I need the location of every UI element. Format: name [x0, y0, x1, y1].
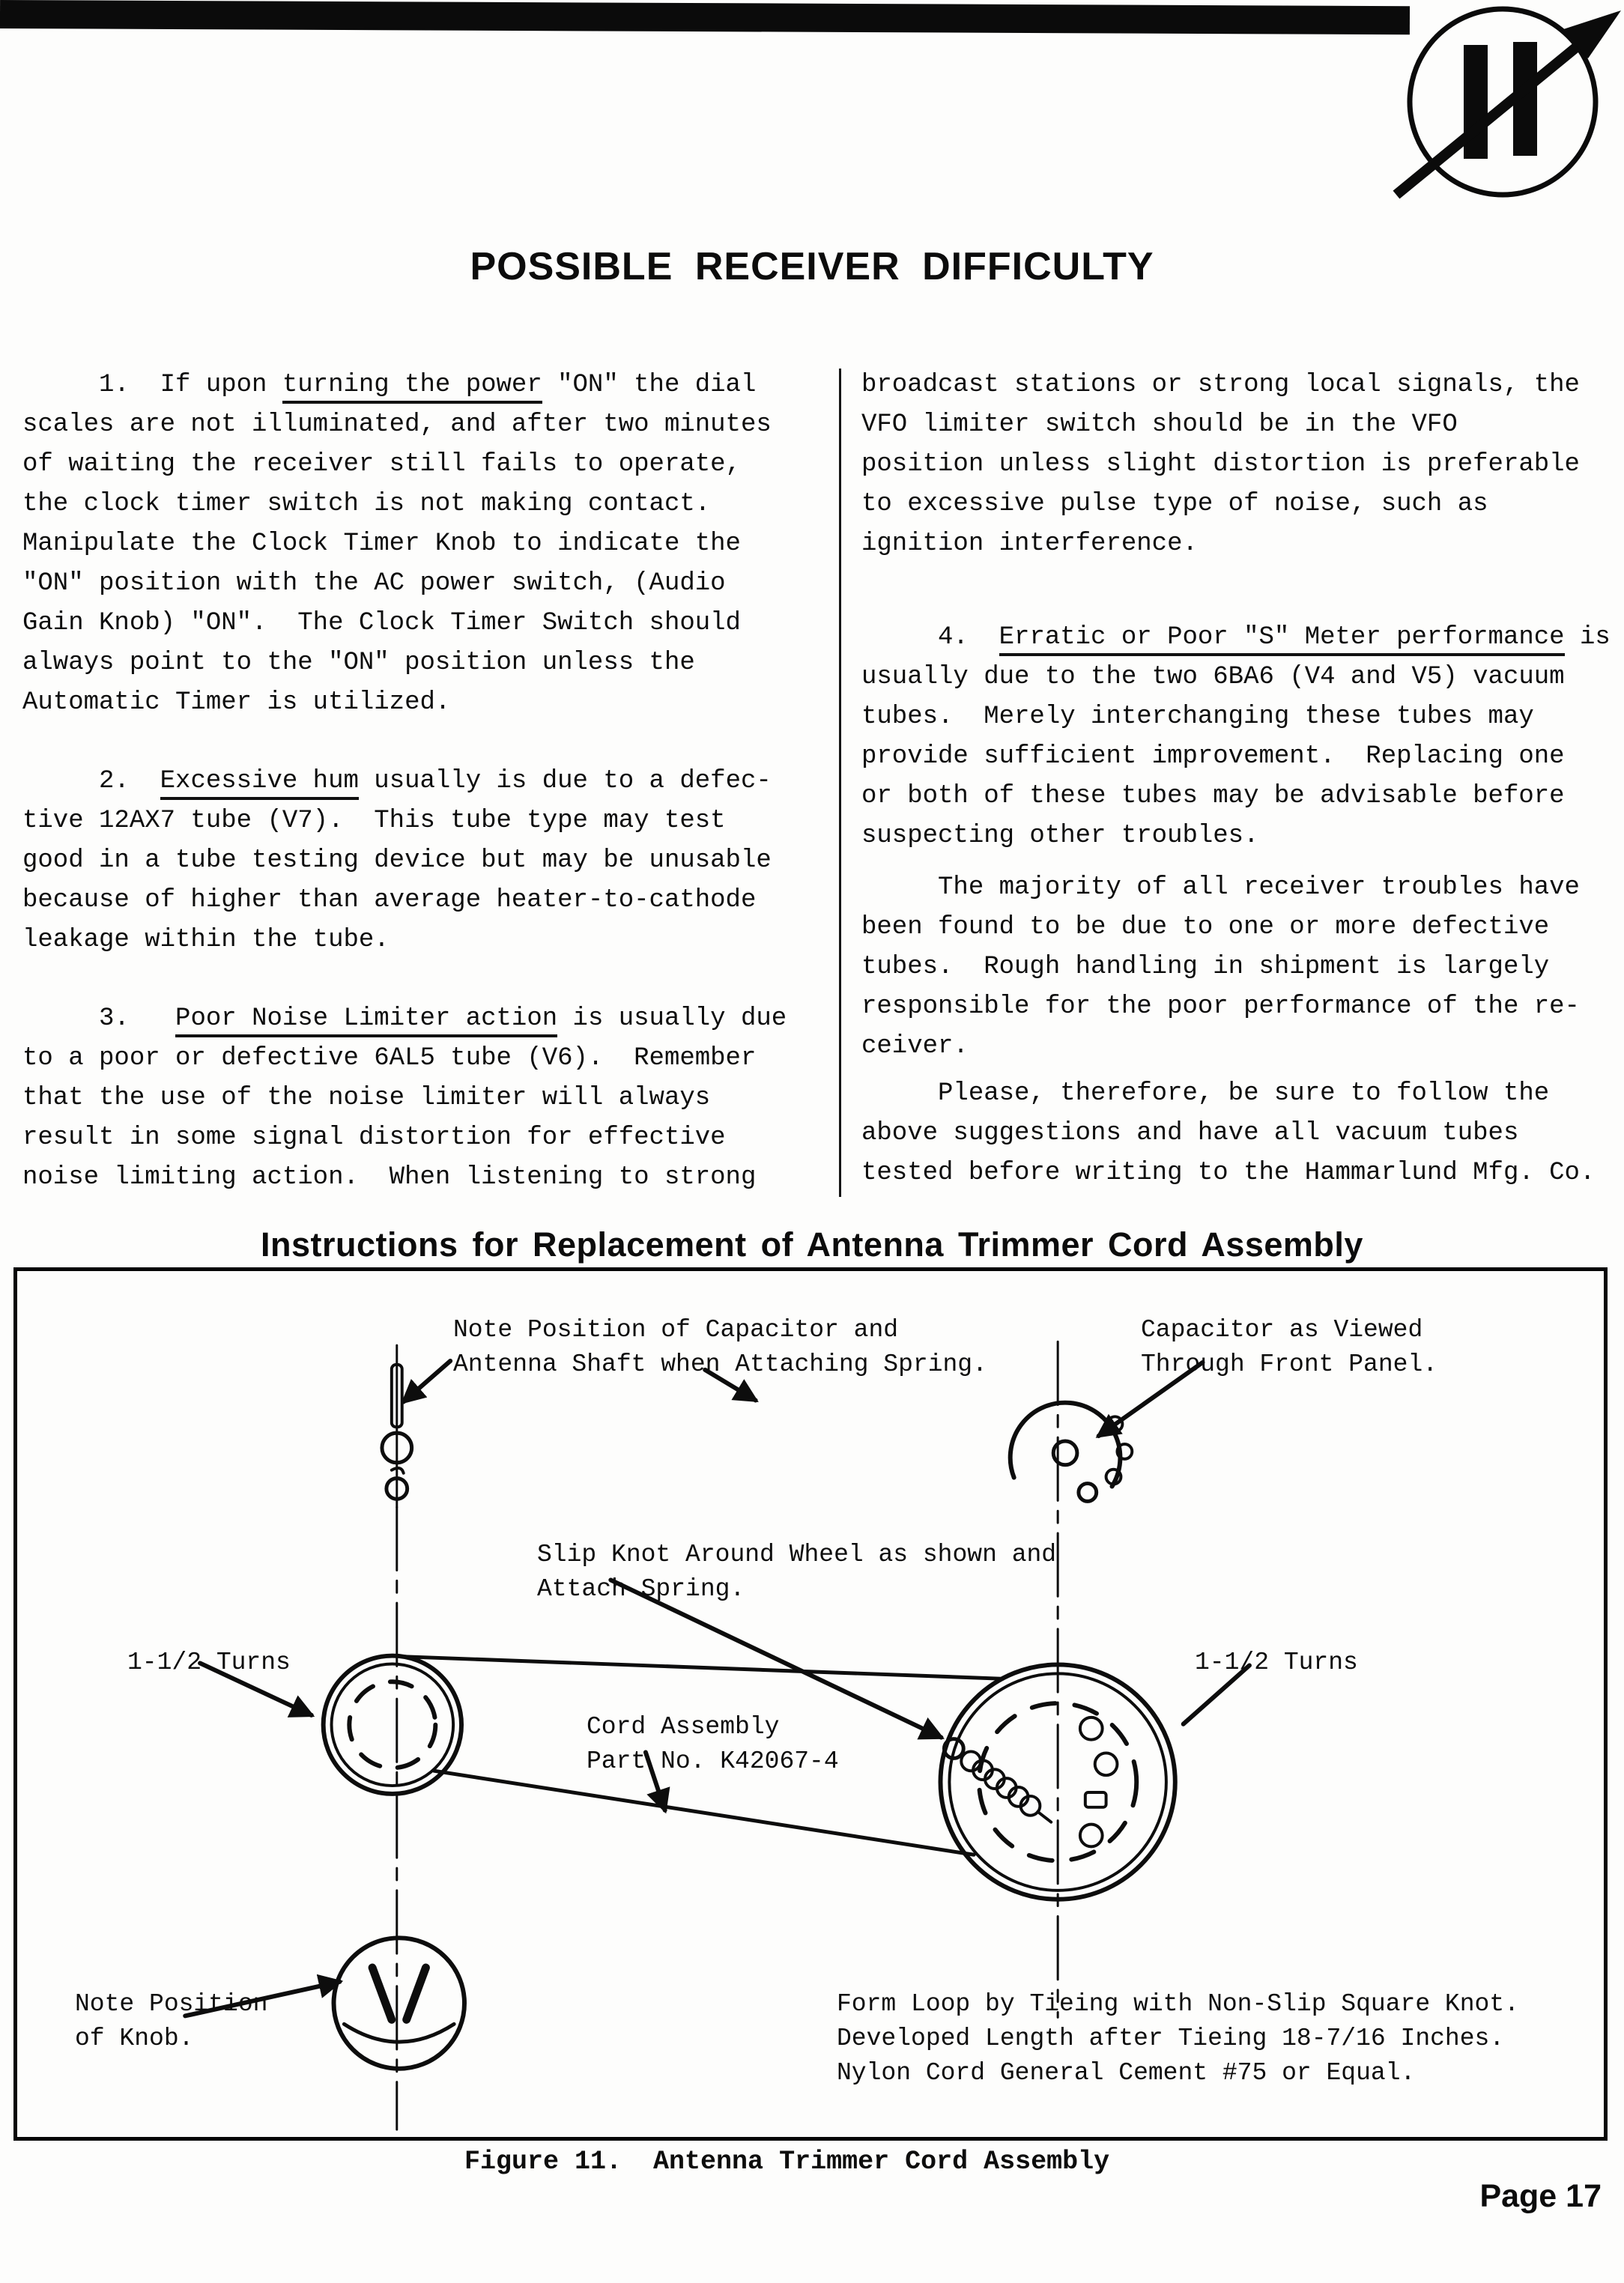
label-note-position-knob: Note Position of Knob.: [75, 1990, 268, 2052]
page-title: POSSIBLE RECEIVER DIFFICULTY: [470, 245, 1154, 288]
body-column-left: 1. If upon turning the power "ON" the dial scales are not illuminated, and after two minutes of waiting the receiver still fails to operate, the clock timer switch is not making contact. Manipulate the Clock Timer Knob to indicate the "ON" position with the AC power switch, (Audio Gain Knob) "ON". The Clock Timer Switch should always point to the "ON" position unless the Automatic Timer is utilized. 2. Excessive hum usually is due to a defec- tive 12AX7 tube (V7). This tube type may test good in a tube testing device but may be unusable because of higher than average heater-to-cathode leakage within the tube. 3. Poor Noise Limiter action is usually due to a poor or defective 6AL5 tube (V6). Remember that the use of the noise limiter will always result in some signal distortion for effective noise limiting action. When listening to strong: [22, 371, 787, 1192]
label-cord-assembly-part: Cord Assembly Part No. K42067-4: [587, 1713, 839, 1775]
page-number: Page 17: [1479, 2178, 1602, 2214]
label-form-loop-instructions: Form Loop by Tieing with Non-Slip Square Knot. Developed Length after Tieing 18-7/16 Inches. Nylon Cord General Cement #75 or Equal.: [837, 1990, 1519, 2087]
header-rule: [0, 0, 1410, 34]
figure-section-heading: Instructions for Replacement of Antenna Trimmer Cord Assembly: [261, 1225, 1363, 1264]
figure-caption: Figure 11. Antenna Trimmer Cord Assembly: [464, 2147, 1110, 2177]
figure-box: [13, 1267, 1608, 2141]
label-slip-knot: Slip Knot Around Wheel as shown and Attach Spring.: [537, 1541, 1057, 1603]
hammarlund-logo-icon: [1392, 1, 1624, 205]
label-turns-right: 1-1/2 Turns: [1195, 1649, 1358, 1676]
label-turns-left: 1-1/2 Turns: [127, 1649, 291, 1676]
label-note-position-capacitor: Note Position of Capacitor and Antenna Shaft when Attaching Spring.: [453, 1316, 987, 1378]
body-column-right: broadcast stations or strong local signals, the VFO limiter switch should be in the VFO position unless slight distortion is preferable to excessive pulse type of noise, such as ignition interference. 4. Erratic or Poor "S" Meter performance is usually due to the two 6BA6 (V4 and V5) vacuum tubes. Merely interchanging these tubes may provide sufficient improvement. Replacing one or both of these tubes may be advisable before suspecting other troubles. The majority of all receiver troubles have been found to be due to one or more defective tubes. Rough handling in shipment is largely responsible for the poor performance of the re- ceiver. Please, therefore, be sure to follow the above suggestions and have all vacuum tubes tested before writing to the Hammarlund Mfg. Co.: [861, 371, 1611, 1187]
label-capacitor-viewed: Capacitor as Viewed Through Front Panel.: [1141, 1316, 1438, 1378]
column-divider-rule: [839, 369, 841, 1197]
